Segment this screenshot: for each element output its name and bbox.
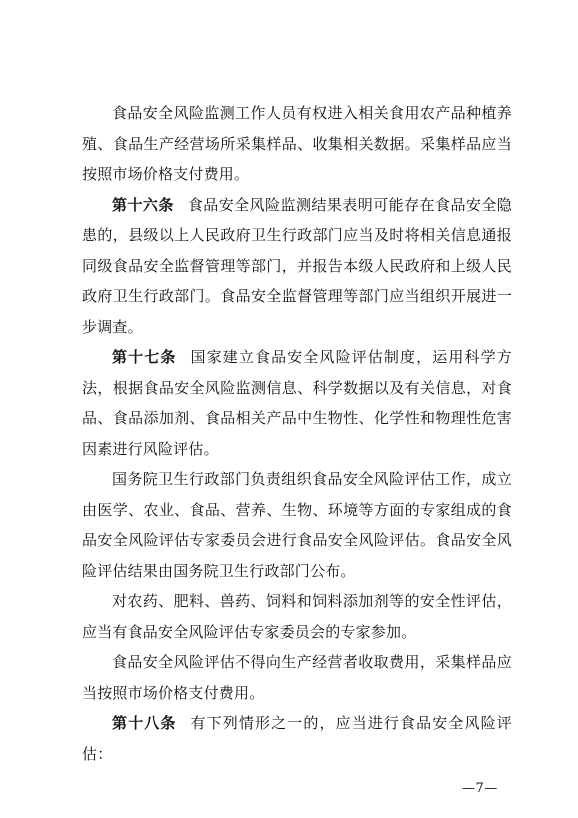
body-text — [82, 98, 512, 769]
article-heading: 第十六条 — [112, 195, 174, 214]
article-heading: 第十七条 — [112, 348, 177, 366]
paragraph-article-18: 第十八条 有下列情形之一的，应当进行食品安全风险评估： — [82, 714, 512, 763]
article-heading: 第十八条 — [112, 714, 177, 732]
paragraph-article-17: 第十七条 国家建立食品安全风险评估制度，运用科学方法，根据食品安全风险监测信息、科学数据以及有关信息，对食品、食品添加剂、食品相关产品中生物性、化学性和物理性危害因素进行风险评估。 — [82, 348, 512, 458]
paragraph-4: 国务院卫生行政部门负责组织食品安全风险评估工作，成立由医学、农业、食品、营养、生物、环境等方面的专家组成的食品安全风险评估专家委员会进行食品安全风险评估。食品安全风险评估结果由国务院卫生行政部门公布。 — [82, 470, 512, 580]
paragraph-6: 食品安全风险评估不得向生产经营者收取费用，采集样品应当按照市场价格支付费用。 — [82, 653, 512, 702]
paragraph-1: 食品安全风险监测工作人员有权进入相关食用农产品种植养殖、食品生产经营场所采集样品、收集相关数据。采集样品应当按照市场价格支付费用。 — [82, 104, 512, 183]
paragraph-article-16: 第十六条 食品安全风险监测结果表明可能存在食品安全隐患的，县级以上人民政府卫生行政部门应当及时将相关信息通报同级食品安全监督管理等部门，并报告本级人民政府和上级人民政府卫生行政部门。食品安全监督管理等部门应当组织开展进一步调查。 — [82, 195, 513, 336]
page-number: —7— — [462, 781, 498, 796]
paragraph-5: 对农药、肥料、兽药、饲料和饲料添加剂等的安全性评估，应当有食品安全风险评估专家委员会的专家参加。 — [82, 592, 512, 641]
